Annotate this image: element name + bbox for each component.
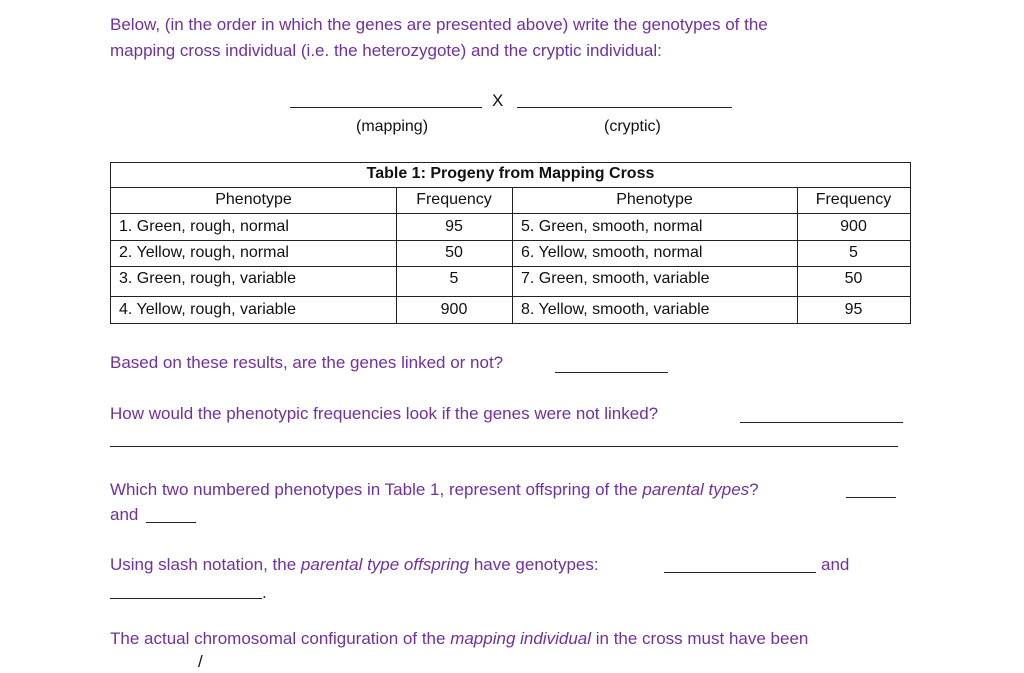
and-label: and <box>821 555 850 574</box>
left-phenotype-cell: 3. Green, rough, variable <box>119 270 296 287</box>
instruction-line-1: Below, (in the order in which the genes are presented above) write the genotypes of the <box>110 15 768 34</box>
header-frequency-right: Frequency <box>815 191 892 208</box>
cryptic-caption: (cryptic) <box>604 118 661 135</box>
table-divider <box>111 213 910 214</box>
cross-x-symbol: X <box>492 91 504 110</box>
question-chromosomal-text: The actual chromosomal configuration of the <box>110 629 451 648</box>
left-phenotype-cell: 4. Yellow, rough, variable <box>119 301 297 318</box>
right-frequency-cell: 95 <box>844 301 863 318</box>
mapping-caption: (mapping) <box>356 118 429 135</box>
genotype-blank-1[interactable] <box>664 572 816 573</box>
instruction-line-2: mapping cross individual (i.e. the heterozygote) and the cryptic individual: <box>110 41 662 60</box>
left-frequency-cell: 95 <box>445 218 463 235</box>
and-label: and <box>110 505 139 524</box>
right-phenotype-cell: 8. Yellow, smooth, variable <box>521 301 710 318</box>
left-frequency-cell: 900 <box>440 301 468 318</box>
right-frequency-cell: 900 <box>840 218 867 235</box>
header-frequency-left: Frequency <box>416 191 492 208</box>
table-divider <box>111 187 910 188</box>
question-chromosomal-end: in the cross must have been <box>591 629 809 648</box>
question-slash-notation-text: Using slash notation, the <box>110 555 301 574</box>
left-frequency-cell: 50 <box>445 244 463 261</box>
parental-phenotype-blank-2[interactable] <box>146 522 196 523</box>
table-divider <box>111 266 910 267</box>
right-frequency-cell: 50 <box>844 270 863 287</box>
question-unlinked-frequencies: How would the phenotypic frequencies look if the genes were not linked? <box>110 404 659 423</box>
cryptic-genotype-blank[interactable] <box>517 107 732 108</box>
left-phenotype-cell: 2. Yellow, rough, normal <box>119 244 289 261</box>
genotype-blank-2[interactable] <box>110 598 262 599</box>
period: . <box>262 583 267 602</box>
question-slash-notation <box>110 554 599 576</box>
mapping-genotype-blank[interactable] <box>290 107 482 108</box>
question-linked: Based on these results, are the genes linked or not? <box>110 353 504 372</box>
unlinked-answer-blank[interactable] <box>740 422 903 423</box>
left-frequency-cell: 5 <box>449 270 459 287</box>
progeny-table <box>110 162 911 324</box>
question-parental-types <box>110 479 759 501</box>
table-divider <box>111 240 910 241</box>
left-phenotype-cell: 1. Green, rough, normal <box>119 218 289 235</box>
mapping-individual-emphasis: mapping individual <box>450 629 592 648</box>
question-mark: ? <box>749 480 759 499</box>
right-phenotype-cell: 5. Green, smooth, normal <box>521 218 703 235</box>
header-phenotype-right: Phenotype <box>616 191 693 208</box>
slash-symbol: / <box>198 652 203 671</box>
right-frequency-cell: 5 <box>849 244 858 261</box>
header-phenotype-left: Phenotype <box>215 191 292 208</box>
question-parental-types-text: Which two numbered phenotypes in Table 1, represent offspring of the <box>110 480 643 499</box>
right-phenotype-cell: 7. Green, smooth, variable <box>521 270 710 287</box>
unlinked-answer-blank-continued[interactable] <box>110 446 898 447</box>
parental-types-emphasis: parental types <box>642 480 750 499</box>
right-phenotype-cell: 6. Yellow, smooth, normal <box>521 244 703 261</box>
parental-type-offspring-emphasis: parental type offspring <box>300 555 470 574</box>
question-chromosomal-configuration <box>110 628 808 650</box>
parental-phenotype-blank-1[interactable] <box>846 497 896 498</box>
table-title: Table 1: Progeny from Mapping Cross <box>366 165 655 182</box>
linked-answer-blank[interactable] <box>555 372 668 373</box>
table-divider <box>111 296 910 297</box>
question-slash-notation-end: have genotypes: <box>469 555 599 574</box>
